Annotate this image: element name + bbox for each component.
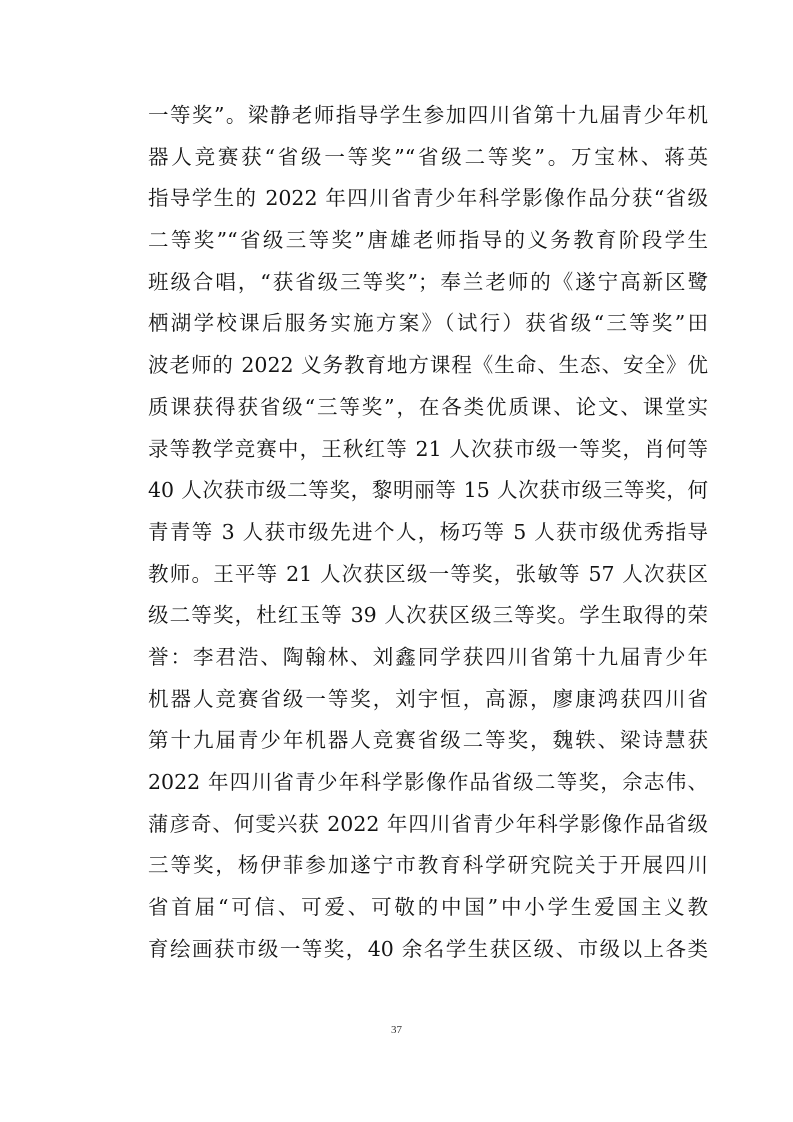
text-line: 40 人次获市级二等奖，黎明丽等 15 人次获市级三等奖，何 — [148, 478, 708, 503]
text-line: 二等奖”“省级三等奖”唐雄老师指导的义务教育阶段学生 — [148, 228, 708, 253]
text-line: 级二等奖，杜红玉等 39 人次获区级三等奖。学生取得的荣 — [148, 603, 708, 628]
text-line: 省首届“可信、可爱、可敬的中国”中小学生爱国主义教 — [148, 895, 708, 920]
text-line: 班级合唱，“获省级三等奖”；奉兰老师的《遂宁高新区鹭 — [148, 269, 708, 294]
page-number: 37 — [391, 1024, 402, 1036]
text-line: 誉：李君浩、陶翰林、刘鑫同学获四川省第十九届青少年 — [148, 644, 708, 669]
text-line: 机器人竞赛省级一等奖，刘宇恒，高源，廖康鸿获四川省 — [148, 686, 708, 711]
text-line: 育绘画获市级一等奖，40 余名学生获区级、市级以上各类 — [148, 936, 708, 961]
text-line: 蒲彦奇、何雯兴获 2022 年四川省青少年科学影像作品省级 — [148, 811, 708, 836]
body-text — [148, 95, 708, 970]
text-line: 三等奖，杨伊菲参加遂宁市教育科学研究院关于开展四川 — [148, 853, 708, 878]
text-line: 质课获得获省级“三等奖”，在各类优质课、论文、课堂实 — [148, 394, 708, 419]
text-line: 指导学生的 2022 年四川省青少年科学影像作品分获“省级 — [148, 186, 708, 211]
text-line: 录等教学竞赛中，王秋红等 21 人次获市级一等奖，肖何等 — [148, 436, 708, 461]
text-line: 波老师的 2022 义务教育地方课程《生命、生态、安全》优 — [148, 353, 708, 378]
text-line: 器人竞赛获“省级一等奖”“省级二等奖”。万宝林、蒋英 — [148, 144, 708, 169]
text-line: 栖湖学校课后服务实施方案》（试行）获省级“三等奖”田 — [148, 311, 708, 336]
text-line: 青青等 3 人获市级先进个人，杨巧等 5 人获市级优秀指导 — [148, 519, 708, 544]
text-line: 2022 年四川省青少年科学影像作品省级二等奖，佘志伟、 — [148, 770, 708, 794]
text-line: 一等奖”。梁静老师指导学生参加四川省第十九届青少年机 — [148, 103, 708, 127]
text-line: 教师。王平等 21 人次获区级一等奖，张敏等 57 人次获区 — [148, 561, 708, 586]
text-line: 第十九届青少年机器人竞赛省级二等奖，魏轶、梁诗慧获 — [148, 728, 708, 753]
